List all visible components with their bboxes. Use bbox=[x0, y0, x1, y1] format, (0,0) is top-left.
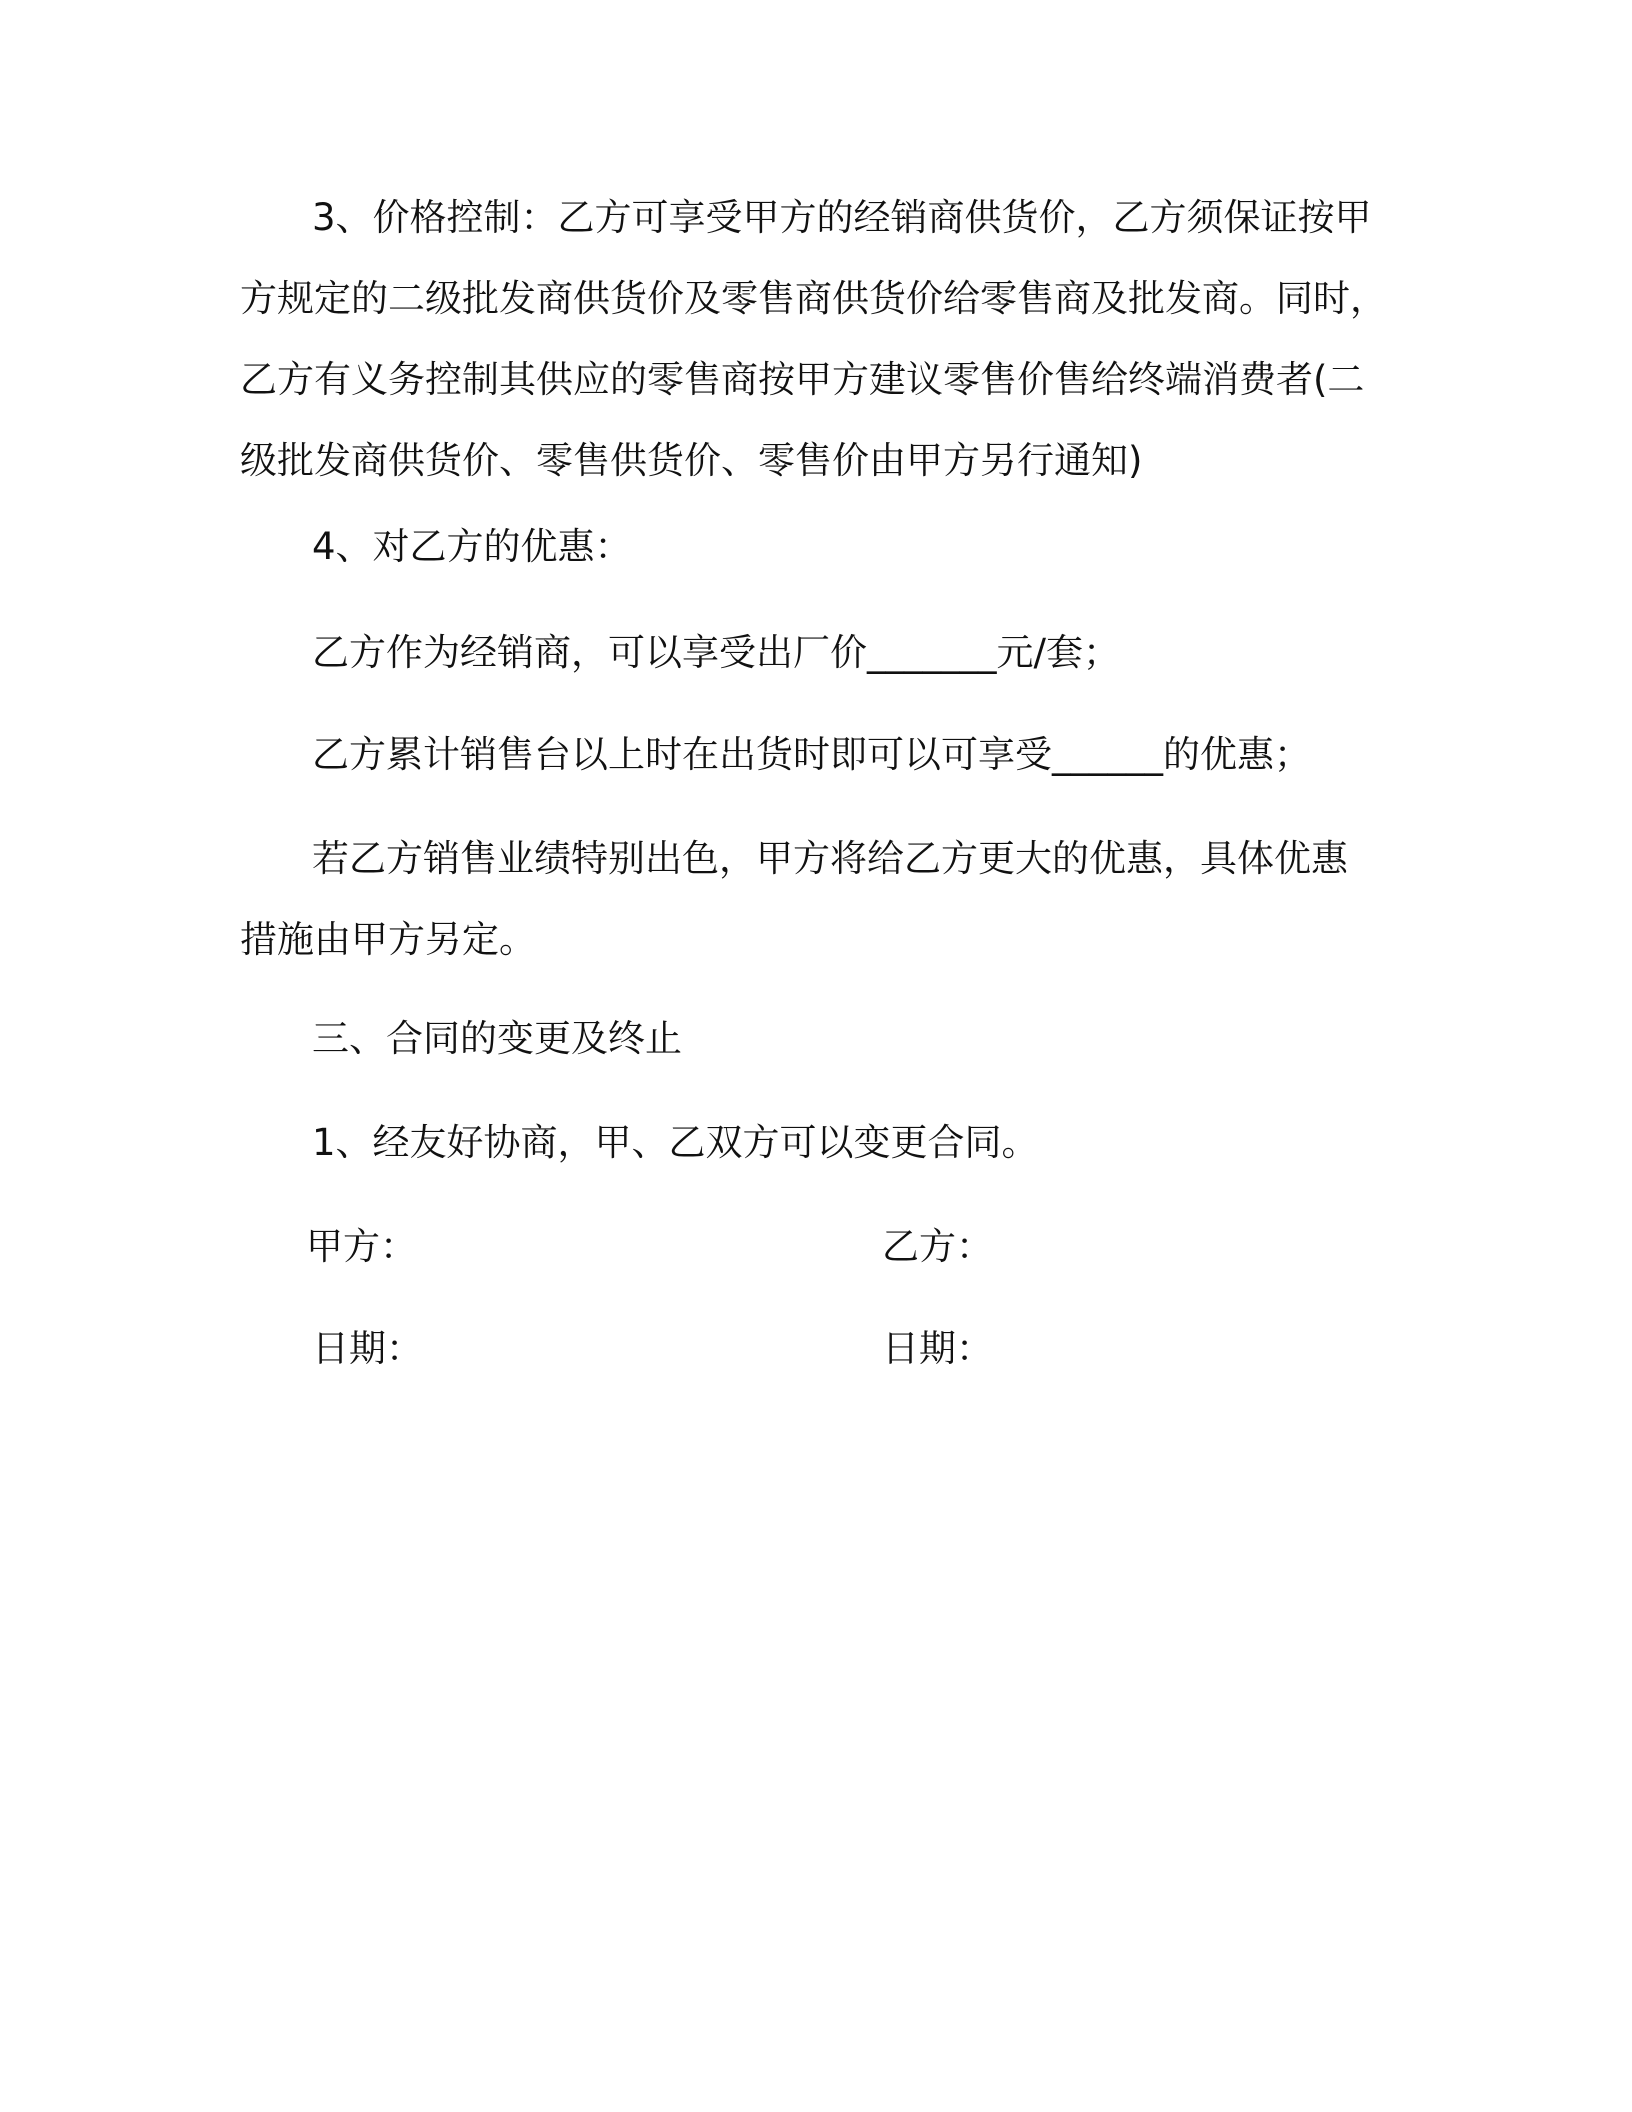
clause-3-line-4: 级批发商供货价、零售供货价、零售价由甲方另行通知) bbox=[240, 439, 1143, 482]
clause-4-heading: 4、对乙方的优惠： bbox=[312, 525, 632, 568]
clause-3-line-2: 方规定的二级批发商供货价及零售商供货价给零售商及批发商。同时， bbox=[240, 277, 1387, 320]
section-3-heading: 三、合同的变更及终止 bbox=[312, 1017, 682, 1060]
clause-3-line-1: 3、价格控制：乙方可享受甲方的经销商供货价，乙方须保证按甲 bbox=[312, 196, 1372, 239]
clause-4-item-3 bbox=[240, 818, 1420, 980]
clause-4-item-3-line-1: 若乙方销售业绩特别出色，甲方将给乙方更大的优惠，具体优惠 bbox=[312, 837, 1348, 880]
section-3-item-1: 1、经友好协商，甲、乙双方可以变更合同。 bbox=[312, 1121, 1039, 1164]
clause-4-item-2: 乙方累计销售台以上时在出货时即可以可享受______的优惠； bbox=[312, 733, 1311, 776]
party-a-label: 甲方： bbox=[306, 1225, 417, 1268]
date-b-label: 日期： bbox=[882, 1327, 993, 1370]
clause-4-item-3-line-2: 措施由甲方另定。 bbox=[240, 918, 536, 961]
date-a-label: 日期： bbox=[312, 1327, 423, 1370]
party-b-label: 乙方： bbox=[882, 1225, 993, 1268]
clause-3-paragraph bbox=[240, 177, 1420, 501]
clause-4-item-1: 乙方作为经销商，可以享受出厂价_______元/套； bbox=[312, 631, 1120, 674]
clause-3-line-3: 乙方有义务控制其供应的零售商按甲方建议零售价售给终端消费者(二 bbox=[240, 358, 1365, 401]
